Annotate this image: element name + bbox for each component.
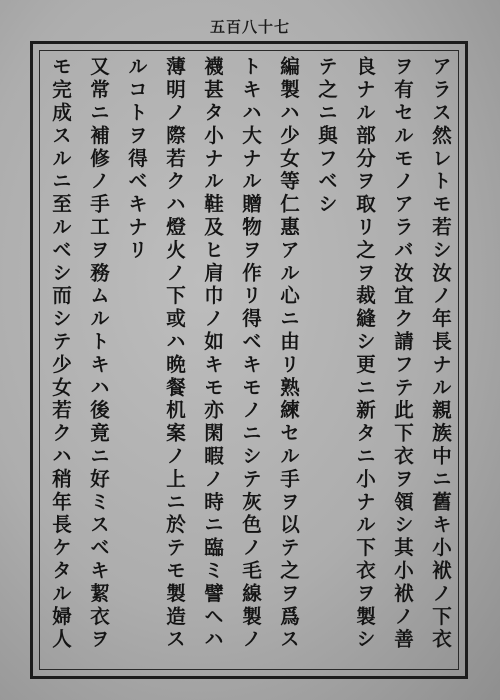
text-column-3: 良ナル部分ヲ取リ之ヲ裁縫シ更ニ新タニ小ナル下衣ヲ製シ <box>353 56 376 652</box>
text-column-11: モ完成スルニ至ルベシ而シテ少女若クハ稍年長ケタル婦人 <box>49 56 72 652</box>
text-column-9: ルコトヲ得ベキナリ <box>125 56 148 263</box>
text-column-8: 薄明ノ際若クハ燈火ノ下或ハ晩餐机案ノ上ニ於テモ製造ス <box>163 56 186 652</box>
text-column-10: 又常ニ補修ノ手工ヲ務ムルトキハ後竟ニ好ミスベキ絜衣ヲ <box>87 56 110 652</box>
text-column-2: ヲ有セルモノアラバ汝宜ク請フテ此下衣ヲ領シ其小袱ノ善 <box>391 56 414 652</box>
text-column-4: テ之ニ與フベシ <box>315 56 338 217</box>
text-column-5: 編製ハ少女等仁惠アル心ニ由リ熟練セル手ヲ以テ之ヲ爲ス <box>277 56 300 652</box>
page-number: 五百八十七 <box>209 18 290 36</box>
text-column-6: トキハ大ナル贈物ヲ作リ得ベキモノニシテ灰色ノ毛線製ノ <box>239 56 262 652</box>
text-column-7: 襪甚タ小ナル鞋及ヒ肩巾ノ如キモ亦閑暇ノ時ニ臨ミ譬ヘハ <box>201 56 224 652</box>
text-column-1: アラス然レトモ若シ汝ノ年長ナル親族中ニ舊キ小袱ノ下衣 <box>429 56 452 652</box>
